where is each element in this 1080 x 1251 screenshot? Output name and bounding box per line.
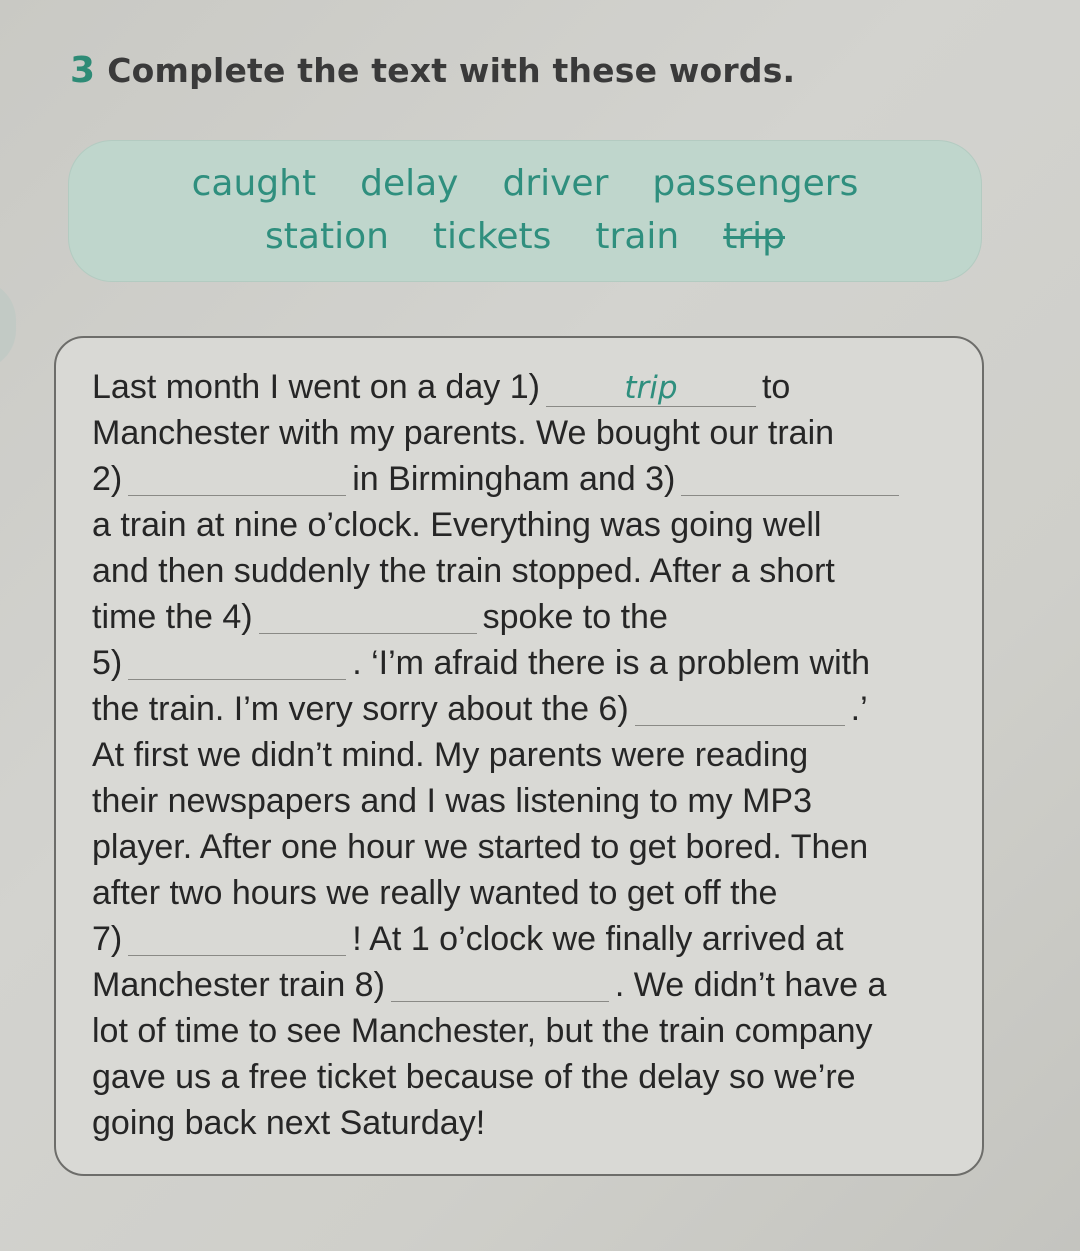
passage-text-segment: the train. I’m very sorry about the 6) bbox=[92, 690, 629, 728]
word-station: station bbox=[265, 216, 389, 257]
answer-blank-7[interactable] bbox=[128, 925, 346, 956]
passage-line: and then suddenly the train stopped. After a short bbox=[92, 552, 835, 590]
page-edge-shadow bbox=[0, 280, 16, 370]
passage-text-segment: . ‘I’m afraid there is a problem with bbox=[352, 644, 870, 682]
passage-line bbox=[92, 594, 962, 640]
passage-line: their newspapers and I was listening to my MP3 bbox=[92, 782, 813, 820]
passage-line bbox=[92, 640, 962, 686]
passage-line: player. After one hour we started to get bored. Then bbox=[92, 828, 869, 866]
passage-line bbox=[92, 916, 962, 962]
passage-text-segment: to bbox=[761, 368, 791, 406]
passage-text-segment: in Birmingham and 3) bbox=[352, 460, 676, 498]
answer-blank-3[interactable] bbox=[681, 465, 899, 496]
passage-text-segment: Manchester train 8) bbox=[92, 966, 385, 1004]
passage-line bbox=[92, 456, 962, 502]
passage-text-segment: 5) bbox=[92, 644, 123, 682]
passage-line bbox=[92, 686, 962, 732]
exercise-instruction: Complete the text with these words. bbox=[107, 51, 796, 90]
word-bank-row-2 bbox=[69, 216, 981, 257]
word-caught: caught bbox=[191, 163, 317, 204]
exercise-heading bbox=[70, 50, 795, 91]
answer-blank-1[interactable]: trip bbox=[546, 370, 756, 407]
word-passengers: passengers bbox=[652, 163, 859, 204]
passage-line: lot of time to see Manchester, but the train company bbox=[92, 1012, 873, 1050]
answer-blank-2[interactable] bbox=[128, 465, 346, 496]
passage-text-segment: Last month I went on a day 1) bbox=[92, 368, 540, 406]
passage-text-segment: . We didn’t have a bbox=[614, 966, 887, 1004]
passage-text-segment: time the 4) bbox=[92, 598, 253, 636]
answer-blank-5[interactable] bbox=[128, 649, 346, 680]
passage-line bbox=[92, 364, 962, 410]
word-driver: driver bbox=[502, 163, 609, 204]
passage-text-segment: 7) bbox=[92, 920, 123, 958]
answer-blank-8[interactable] bbox=[391, 971, 609, 1002]
passage-line: At first we didn’t mind. My parents were reading bbox=[92, 736, 809, 774]
passage-text-segment: 2) bbox=[92, 460, 123, 498]
passage-text-segment: spoke to the bbox=[482, 598, 668, 636]
word-train: train bbox=[595, 216, 680, 257]
passage-line: gave us a free ticket because of the delay so we’re bbox=[92, 1058, 856, 1096]
passage-line: Manchester with my parents. We bought our train bbox=[92, 414, 835, 452]
passage-text-segment: .’ bbox=[850, 690, 868, 728]
passage-text bbox=[92, 364, 962, 1146]
passage-line bbox=[92, 962, 962, 1008]
word-tickets: tickets bbox=[432, 216, 552, 257]
exercise-number: 3 bbox=[70, 50, 96, 91]
passage-line: a train at nine o’clock. Everything was going well bbox=[92, 506, 822, 544]
passage-line: after two hours we really wanted to get off the bbox=[92, 874, 778, 912]
word-trip-crossed-out: trip bbox=[723, 216, 785, 257]
passage-line: going back next Saturday! bbox=[92, 1104, 486, 1142]
word-bank-row-1 bbox=[69, 163, 981, 204]
answer-blank-6[interactable] bbox=[635, 695, 845, 726]
answer-blank-4[interactable] bbox=[259, 603, 477, 634]
passage-text-segment: ! At 1 o’clock we finally arrived at bbox=[352, 920, 844, 958]
word-bank bbox=[68, 140, 982, 282]
word-delay: delay bbox=[360, 163, 459, 204]
